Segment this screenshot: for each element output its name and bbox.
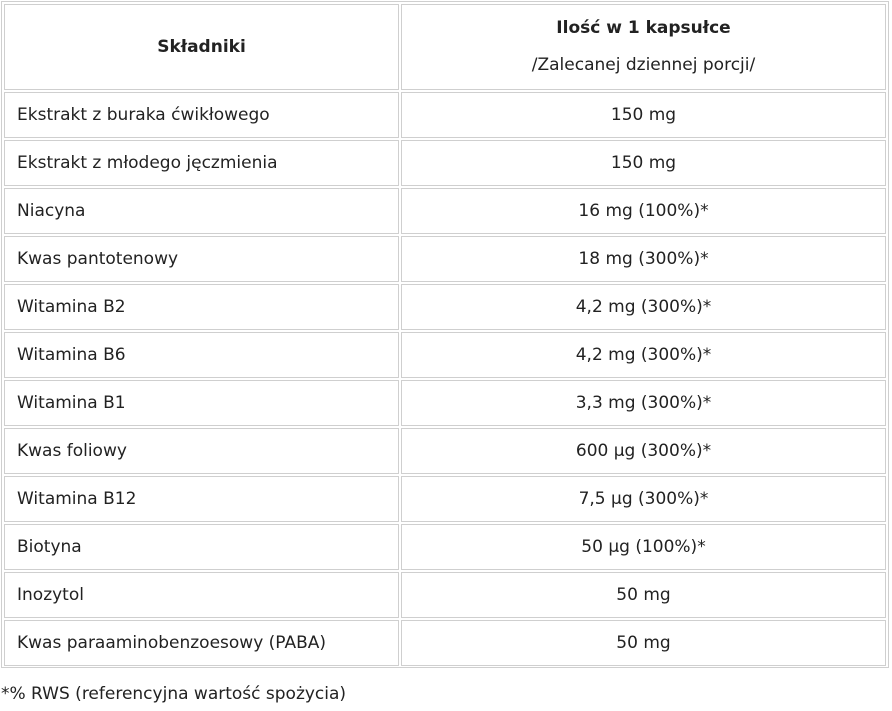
header-ingredients: Składniki [4, 4, 399, 90]
table-header-row [4, 4, 886, 90]
ingredient-name: Inozytol [4, 572, 399, 618]
ingredient-name: Kwas foliowy [4, 428, 399, 474]
table-row [4, 332, 886, 378]
table-row [4, 476, 886, 522]
ingredients-table-grid [2, 2, 888, 668]
ingredient-name: Witamina B1 [4, 380, 399, 426]
ingredient-amount: 4,2 mg (300%)* [401, 284, 886, 330]
table-row [4, 572, 886, 618]
table-row [4, 428, 886, 474]
table-row [4, 524, 886, 570]
header-amount-subtitle: /Zalecanej dziennej porcji/ [531, 55, 756, 75]
ingredient-amount: 18 mg (300%)* [401, 236, 886, 282]
table-row [4, 236, 886, 282]
ingredient-name: Ekstrakt z młodego jęczmienia [4, 140, 399, 186]
table-row [4, 380, 886, 426]
footnote: *% RWS (referencyjna wartość spożycia) [1, 684, 347, 704]
ingredient-amount: 50 µg (100%)* [401, 524, 886, 570]
table-row [4, 620, 886, 666]
ingredient-name: Witamina B12 [4, 476, 399, 522]
table-row [4, 140, 886, 186]
ingredient-amount: 7,5 µg (300%)* [401, 476, 886, 522]
ingredient-name: Niacyna [4, 188, 399, 234]
ingredient-amount: 600 µg (300%)* [401, 428, 886, 474]
ingredient-amount: 16 mg (100%)* [401, 188, 886, 234]
ingredient-name: Biotyna [4, 524, 399, 570]
ingredient-amount: 150 mg [401, 140, 886, 186]
ingredient-name: Ekstrakt z buraka ćwikłowego [4, 92, 399, 138]
ingredient-amount: 150 mg [401, 92, 886, 138]
table-row [4, 188, 886, 234]
ingredient-amount: 4,2 mg (300%)* [401, 332, 886, 378]
ingredient-amount: 50 mg [401, 620, 886, 666]
ingredient-name: Kwas paraaminobenzoesowy (PABA) [4, 620, 399, 666]
ingredient-amount: 3,3 mg (300%)* [401, 380, 886, 426]
ingredient-name: Witamina B6 [4, 332, 399, 378]
ingredient-name: Witamina B2 [4, 284, 399, 330]
table-row [4, 92, 886, 138]
ingredient-amount: 50 mg [401, 572, 886, 618]
ingredient-name: Kwas pantotenowy [4, 236, 399, 282]
header-amount-title: Ilość w 1 kapsułce [556, 18, 731, 38]
table-row [4, 284, 886, 330]
header-amount [401, 4, 886, 90]
ingredients-table [1, 1, 889, 668]
